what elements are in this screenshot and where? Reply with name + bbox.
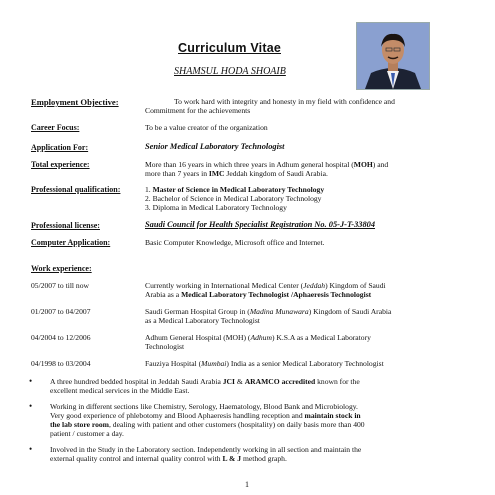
employment-objective-line1: To work hard with integrity and honesty in my field with confidence and [174,97,395,106]
career-focus-label: Career Focus: [31,123,80,132]
work-entry-line: as a Medical Laboratory Technologist [145,316,260,325]
page-number: 1 [245,480,249,489]
work-period: 01/2007 to 04/2007 [31,307,91,316]
bullet-item: • Involved in the Study in the Laboratory section. Independently working in all section and maintain the external quality control and internal quality control with L & J method graph. [50,445,470,463]
computer-application-value: Basic Computer Knowledge, Microsoft office and Internet. [145,238,325,247]
work-period: 05/2007 to till now [31,281,90,290]
career-focus-value: To be a value creator of the organization [145,123,268,132]
work-entry-line: Currently working in International Medical Center (Jeddah) Kingdom of Saudi [145,281,386,290]
professional-license-value: Saudi Council for Health Specialist Registration No. 05-J-T-33804 [145,220,376,229]
bullet-item: • Working in different sections like Chemistry, Serology, Haematology, Blood Bank and Microbiology. Very good experience of phlebotomy and Blood Aphaeresis handling reception and maintain stock in the lab store room, dealing with patient and other customers (hospitality) on daily basis more than 400 patient / customer a day. [50,402,470,438]
work-entry-line: Adhum General Hospital (MOH) (Adhum) K.S.A as a Medical Laboratory [145,333,371,342]
computer-application-label: Computer Application: [31,238,111,247]
professional-license-label: Professional license: [31,221,100,230]
work-entry-line: Technologist [145,342,185,351]
total-experience-line1: More than 16 years in which three years in Adhum general hospital (MOH) and [145,160,389,169]
experience-bullets [50,377,470,463]
work-entry-line: Saudi German Hospital Group in (Madina Munawara) Kingdom of Saudi Arabia [145,307,392,316]
cv-title: Curriculum Vitae [178,41,281,55]
work-period: 04/1998 to 03/2004 [31,359,91,368]
work-entry-line: Arabia as a Medical Laboratory Technologist /Aphaeresis Technologist [145,290,372,299]
professional-qualification-label: Professional qualification: [31,185,121,194]
profile-photo [356,22,430,90]
application-for-label: Application For: [31,143,89,152]
total-experience-label: Total experience: [31,160,90,169]
candidate-name: SHAMSUL HODA SHOAIB [174,66,286,77]
employment-objective-line2: Commitment for the achievements [145,106,251,115]
qualification-item: 1. Master of Science in Medical Laboratory Technology [145,185,325,194]
work-experience-label: Work experience: [31,264,92,273]
employment-objective-label: Employment Objective: [31,97,119,107]
work-period: 04/2004 to 12/2006 [31,333,91,342]
qualification-item: 3. Diploma in Medical Laboratory Technology [145,203,287,212]
work-entry-line: Fauziya Hospital (Mumbai) India as a senior Medical Laboratory Technologist [145,359,384,368]
application-for-value: Senior Medical Laboratory Technologist [145,142,285,151]
bullet-item: • A three hundred bedded hospital in Jeddah Saudi Arabia JCI & ARAMCO accredited known for the excellent medical services in the Middle East. [50,377,470,395]
total-experience-line2: more than 7 years in IMC Jeddah kingdom of Saudi Arabia. [145,169,328,178]
qualification-item: 2. Bachelor of Science in Medical Laboratory Technology [145,194,322,203]
